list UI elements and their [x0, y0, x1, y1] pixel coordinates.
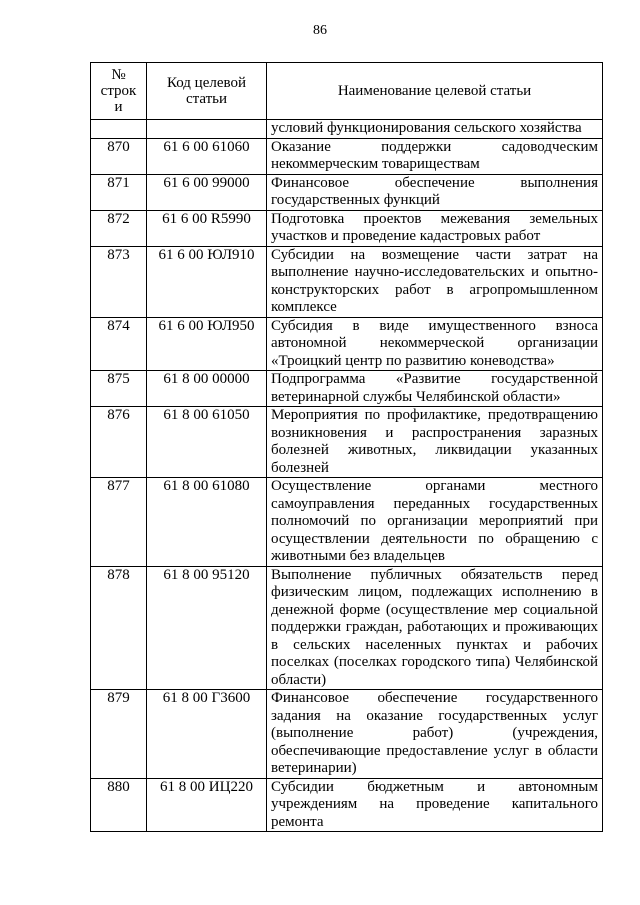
- page-number: 86: [313, 23, 327, 38]
- continuation-num-cell: [91, 120, 147, 139]
- table-row: [91, 371, 603, 407]
- header-article-code: Код целевой статьи: [147, 63, 267, 120]
- row-number-cell: 878: [91, 566, 147, 690]
- table-row: [91, 317, 603, 371]
- row-number-cell: 870: [91, 138, 147, 174]
- table-row: [91, 407, 603, 478]
- row-number-cell: 875: [91, 371, 147, 407]
- table-row: [91, 210, 603, 246]
- header-row-number: № строк и: [91, 63, 147, 120]
- row-number-cell: 872: [91, 210, 147, 246]
- row-number-cell: 873: [91, 246, 147, 317]
- article-code-cell: 61 8 00 95120: [147, 566, 267, 690]
- article-name-cell: Финансовое обеспечение государственного задания на оказание государственных услуг (выполнение работ) (учреждения, обеспечивающие предоставление услуг в области ветеринарии): [267, 690, 603, 779]
- article-code-cell: 61 6 00 99000: [147, 174, 267, 210]
- article-name-cell: Оказание поддержки садоводческим некоммерческим товариществам: [267, 138, 603, 174]
- article-name-cell: Финансовое обеспечение выполнения государственных функций: [267, 174, 603, 210]
- article-code-cell: 61 8 00 ИЦ220: [147, 778, 267, 832]
- row-number-cell: 877: [91, 478, 147, 567]
- article-code-cell: 61 6 00 R5990: [147, 210, 267, 246]
- article-code-cell: 61 6 00 ЮЛ910: [147, 246, 267, 317]
- article-name-cell: Мероприятия по профилактике, предотвращению возникновения и распространения заразных болезней животных, ликвидации указанных болезней: [267, 407, 603, 478]
- article-name-cell: Осуществление органами местного самоуправления переданных государственных полномочий по организации мероприятий при осуществлении деятельности по обращению с животными без владельцев: [267, 478, 603, 567]
- article-code-cell: 61 8 00 00000: [147, 371, 267, 407]
- article-code-cell: 61 6 00 ЮЛ950: [147, 317, 267, 371]
- table-body: [91, 120, 603, 832]
- row-number-cell: 871: [91, 174, 147, 210]
- table-row: [91, 246, 603, 317]
- article-code-cell: 61 6 00 61060: [147, 138, 267, 174]
- article-code-cell: 61 8 00 61050: [147, 407, 267, 478]
- row-number-cell: 876: [91, 407, 147, 478]
- table-row: [91, 138, 603, 174]
- continuation-name-cell: условий функционирования сельского хозяйства: [267, 120, 603, 139]
- article-code-cell: 61 8 00 61080: [147, 478, 267, 567]
- table-row: [91, 778, 603, 832]
- table-row: [91, 690, 603, 779]
- target-articles-table: [90, 62, 603, 832]
- continuation-row: [91, 120, 603, 139]
- article-name-cell: Субсидии бюджетным и автономным учреждениям на проведение капитального ремонта: [267, 778, 603, 832]
- table-row: [91, 174, 603, 210]
- row-number-cell: 880: [91, 778, 147, 832]
- table-row: [91, 478, 603, 567]
- article-name-cell: Субсидия в виде имущественного взноса автономной некоммерческой организации «Троицкий центр по развитию коневодства»: [267, 317, 603, 371]
- article-code-cell: 61 8 00 Г3600: [147, 690, 267, 779]
- continuation-code-cell: [147, 120, 267, 139]
- article-name-cell: Подготовка проектов межевания земельных участков и проведение кадастровых работ: [267, 210, 603, 246]
- article-name-cell: Выполнение публичных обязательств перед физическим лицом, подлежащих исполнению в денежной форме (осуществление мер социальной поддержки граждан, работающих и проживающих в сельских населенных пунктах и рабочих поселках (поселках городского типа) Челябинской области): [267, 566, 603, 690]
- row-number-cell: 879: [91, 690, 147, 779]
- row-number-cell: 874: [91, 317, 147, 371]
- article-name-cell: Субсидии на возмещение части затрат на выполнение научно-исследовательских и опытно-конструкторских работ в агропромышленном комплексе: [267, 246, 603, 317]
- header-article-name: Наименование целевой статьи: [267, 63, 603, 120]
- table-row: [91, 566, 603, 690]
- article-name-cell: Подпрограмма «Развитие государственной ветеринарной службы Челябинской области»: [267, 371, 603, 407]
- table-header-row: [91, 63, 603, 120]
